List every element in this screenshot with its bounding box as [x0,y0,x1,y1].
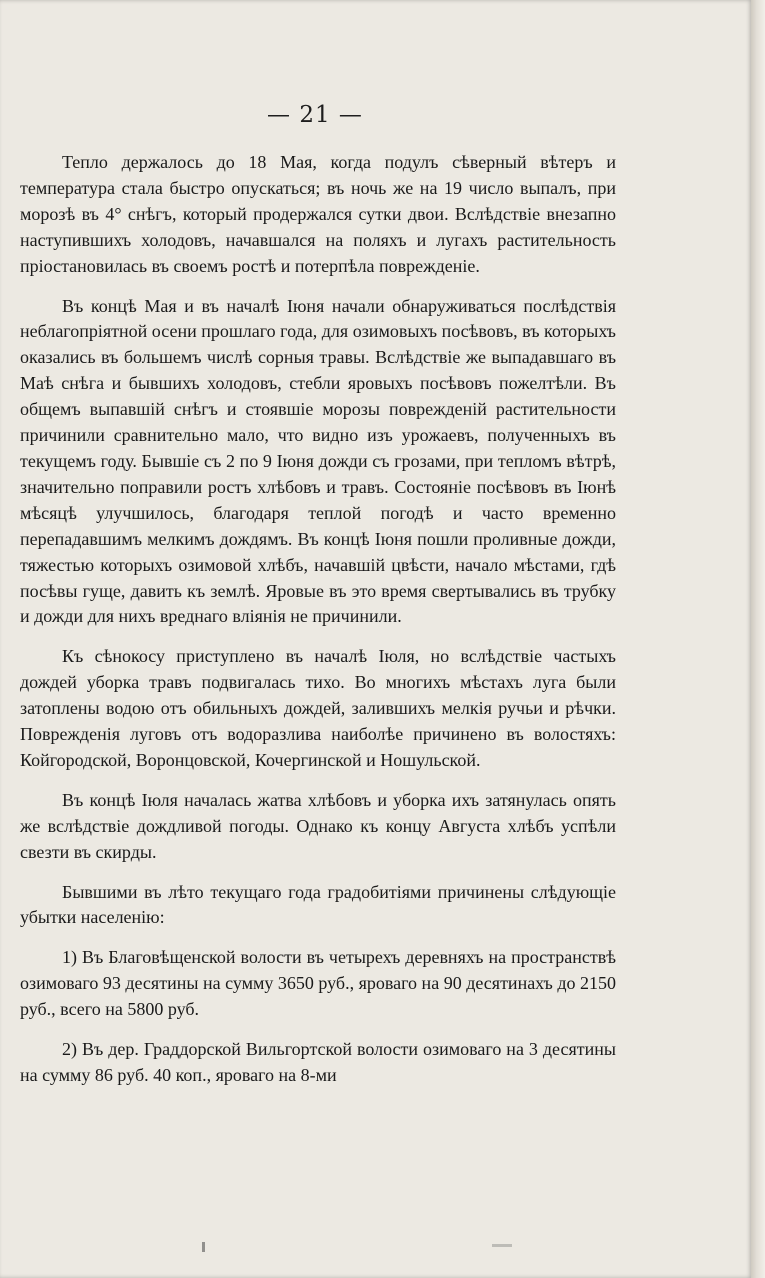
paragraph-6: 1) Въ Благовѣщенской волости въ четырехъ деревняхъ на пространствѣ озимоваго 93 десятины на сумму 3650 руб., яроваго на 90 десятинахъ до 2150 руб., всего на 5800 руб. [20,947,616,1020]
paragraph-3: Къ сѣнокосу приступлено въ началѣ Іюля, но вслѣдствіе частыхъ дождей уборка травъ подвигалась тихо. Во многихъ мѣстахъ луга были затоплены водою отъ обильныхъ дождей, залившихъ мелкія ручьи и рѣчки. Поврежденія луговъ отъ водоразлива наиболѣе причинено въ волостяхъ: Койгородской, Воронцовской, Кочергинской и Ношульской. [20,646,616,770]
paragraph-5: Бывшими въ лѣто текущаго года градобитіями причинены слѣдующіе убытки населенію: [20,881,616,928]
body-text [20,150,616,1103]
paragraph-7: 2) Въ дер. Граддорской Вильгортской волости озимоваго на 3 десятины на сумму 86 руб. 40 коп., яроваго на 8-ми [20,1039,616,1085]
ink-speck [202,1242,205,1252]
paragraph-1: Тепло держалось до 18 Мая, когда подулъ сѣверный вѣтеръ и температура стала быстро опускаться; въ ночь же на 19 число выпалъ, при морозѣ въ 4° снѣгъ, который продержался сутки двои. Вслѣдствіе внезапно наступившихъ холодовъ, начавшался на поляхъ и лугахъ растительность пріостановилась въ своемъ ростѣ и потерпѣла поврежденіе. [20,152,616,276]
page-edge-shadow [751,0,765,1278]
page-number: — 21 — [267,102,363,128]
ink-smudge [492,1244,512,1247]
paragraph-2: Въ концѣ Мая и въ началѣ Іюня начали обнаруживаться послѣдствія неблагопріятной осени прошлаго года, для озимовыхъ посѣвовъ, въ которыхъ оказались въ большемъ числѣ сорныя травы. Вслѣдствіе же выпадавшаго въ Маѣ снѣга и бывшихъ холодовъ, стебли яровыхъ посѣвовъ пожелтѣли. Въ общемъ выпавшій снѣгъ и стоявшіе морозы поврежденій растительности причинили сравнительно мало, что видно изъ урожаевъ, полученныхъ въ текущемъ году. Бывшіе съ 2 по 9 Іюня дожди съ грозами, при тепломъ вѣтрѣ, значительно поправили ростъ хлѣбовъ и травъ. Состояніе посѣвовъ въ Іюнѣ мѣсяцѣ улучшилось, благодаря теплой погодѣ и часто временно перепадавшимъ мелкимъ дождямъ. Въ концѣ Іюня пошли проливные дожди, тяжестью которыхъ озимовой хлѣбъ, начавшій цвѣсти, начало мѣстами, гдѣ посѣвы гуще, давить къ землѣ. Яровые въ это время свертывались въ трубку и дожди для нихъ вреднаго вліянія не причинили. [20,295,616,627]
paragraph-4: Въ концѣ Іюля началась жатва хлѣбовъ и уборка ихъ затянулась опять же вслѣдствіе дождливой погоды. Однако къ концу Августа хлѣбъ успѣли свезти въ скирды. [20,789,616,862]
